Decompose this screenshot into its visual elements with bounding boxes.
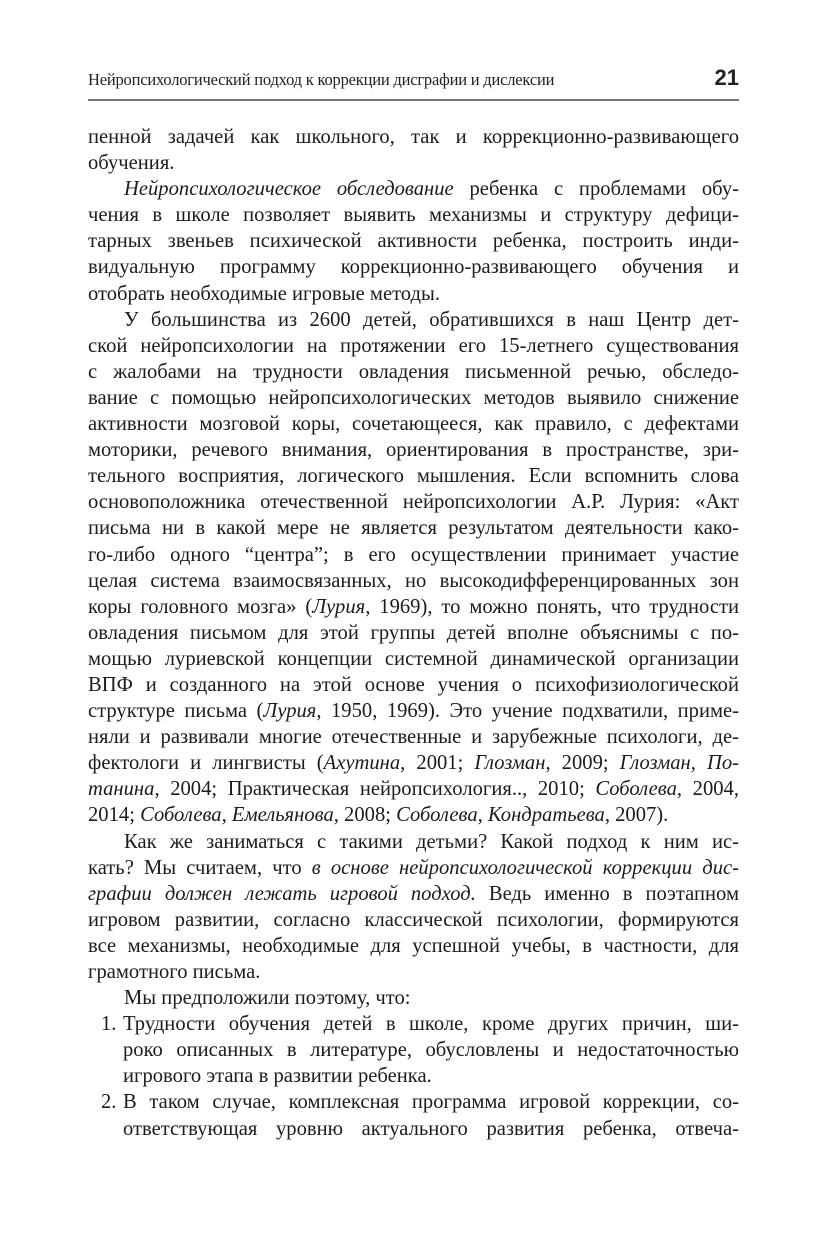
citation-author: Соболева (595, 778, 677, 801)
text-run: , 2004, (676, 778, 739, 801)
text-run: Трудности обучения детей в школе, кроме других причин, ши- (123, 1013, 739, 1036)
page-number: 21 (714, 65, 739, 90)
text-line: активности мозговой коры, сочетающееся, как правило, с дефектами (88, 413, 739, 436)
text-line: мощью луриевской концепции системной динамической организации (88, 647, 739, 670)
text-line (88, 594, 739, 620)
text-line: с жалобами на трудности овладения письменной речью, обследо- (88, 360, 739, 383)
text-run: , 2004; Практическая нейропсихология.., 2010; (154, 778, 596, 801)
text-line: вание с помощью нейропсихологических методов выявило снижение (88, 386, 739, 409)
text-line: все механизмы, необходимые для успешной учебы, в частности, для (88, 934, 739, 957)
text-line: видуальную программу коррекционно-развивающего обучения и (88, 256, 739, 279)
text-line (88, 698, 739, 724)
citation-author: Глозман (474, 752, 546, 775)
running-header (88, 62, 739, 100)
text-line (88, 855, 739, 881)
text-run: , 1950, 1969). Это учение подхватили, приме- (316, 700, 740, 723)
header-rule (88, 99, 739, 101)
emphasis-thesis: графии должен лежать игровой подход. (88, 882, 476, 905)
text-run: , 2001; (400, 752, 475, 775)
text-line: тельного восприятия, логического мышления. Если вспомнить слова (88, 465, 739, 488)
text-line (88, 176, 739, 202)
text-run: структуре письма ( (88, 700, 264, 723)
text-line: отобрать необходимые игровые методы. (88, 282, 440, 305)
citation-author: Глозман, По- (619, 752, 739, 775)
citation-author: Ахутина (323, 752, 401, 775)
list-number: 2. (101, 1091, 117, 1114)
text-line: чения в школе позволяет выявить механизмы и структуру дефици- (88, 204, 739, 227)
text-run: 2014; (88, 804, 141, 827)
list-item (88, 1089, 739, 1141)
paragraph (88, 124, 739, 176)
text-line: письма ни в какой мере не является результатом деятельности како- (88, 517, 739, 540)
citation-author: Соболева, Емельянова (140, 804, 334, 827)
list-number: 1. (101, 1013, 117, 1036)
citation-author: танина (88, 778, 155, 801)
citation-author: Лурия (263, 700, 317, 723)
text-line: моторики, речевого внимания, ориентирования в пространстве, зри- (88, 439, 739, 462)
list-item (88, 1011, 739, 1089)
text-line: го-либо одного “центра”; в его осуществлении принимает участие (88, 543, 739, 566)
text-line: Как же заниматься с такими детьми? Какой подход к ним ис- (124, 830, 739, 853)
text-run: , 2009; (545, 752, 620, 775)
paragraph (88, 176, 739, 306)
emphasis-term: Нейропсихологическое обследование (124, 178, 454, 201)
citation-author: Соболева, Кондратьева (396, 804, 605, 827)
numbered-list (88, 1011, 739, 1141)
paragraph (88, 307, 739, 829)
text-line (88, 881, 739, 907)
text-run: В таком случае, комплексная программа игровой коррекции, со- (123, 1091, 739, 1114)
text-line: основоположника отечественной нейропсихологии А.Р. Лурия: «Акт (88, 491, 739, 514)
text-line: Мы предположили поэтому, что: (124, 987, 411, 1010)
text-line (88, 802, 739, 828)
emphasis-thesis: в основе нейропсихологической коррекции дис- (311, 856, 739, 879)
text-line: обучения. (88, 152, 175, 175)
text-line: целая система взаимосвязанных, но высокодифференцированных зон (88, 569, 739, 592)
text-run: Ведь именно в поэтапном (475, 882, 739, 905)
text-run: коры головного мозга» ( (88, 595, 313, 618)
paragraph (88, 829, 739, 986)
text-line: роко описанных в литературе, обусловлены и недостаточностью (123, 1039, 739, 1062)
text-line: грамотного письма. (88, 961, 261, 983)
running-title: Нейропсихологический подход к коррекции дисграфии и дислексии (88, 70, 555, 89)
text-line (88, 1011, 739, 1037)
text-line: ской нейропсихологии на протяжении его 15-летнего существования (88, 334, 739, 357)
citation-author: Лурия (312, 595, 366, 618)
text-run: , 1969), то можно понять, что трудности (365, 595, 739, 618)
text-line: няли и развивали многие отечественные и зарубежные психологи, де- (88, 726, 739, 749)
text-line: пенной задачей как школьного, так и коррекционно-развивающего (88, 126, 739, 148)
text-line: игровом развитии, согласно классической психологии, формируются (88, 908, 739, 931)
text-line (88, 776, 739, 802)
text-run: кать? Мы считаем, что (88, 856, 312, 879)
body-text (88, 124, 739, 1142)
text-run: ребенка с проблемами обу- (453, 178, 739, 201)
text-line: ответствующая уровню актуального развития ребенка, отвеча- (123, 1117, 739, 1140)
text-line (88, 1089, 739, 1115)
text-line (88, 750, 739, 776)
paragraph (88, 985, 739, 1011)
text-run: , 2007). (604, 804, 669, 827)
text-line: овладения письмом для этой группы детей вполне объяснимы с по- (88, 621, 739, 644)
text-line: тарных звеньев психической активности ребенка, построить инди- (88, 230, 739, 253)
text-run: , 2008; (333, 804, 397, 827)
text-line: ВПФ и созданного на этой основе учения о психофизиологической (88, 673, 739, 696)
text-line: игрового этапа в развитии ребенка. (123, 1065, 432, 1088)
text-run: фектологи и лингвисты ( (88, 752, 324, 775)
text-line: У большинства из 2600 детей, обратившихся в наш Центр дет- (124, 308, 739, 331)
